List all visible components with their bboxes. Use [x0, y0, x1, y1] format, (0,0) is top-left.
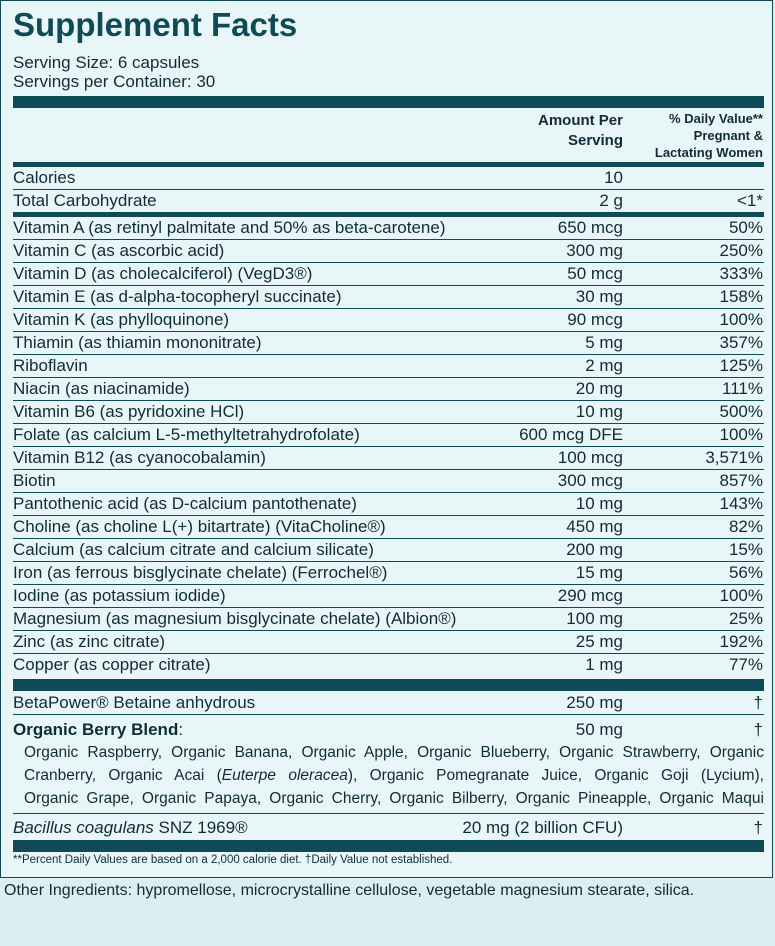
table-row [13, 332, 764, 355]
blend-latin-name: Euterpe oleracea [221, 767, 348, 784]
nutrient-name: Vitamin B6 (as pyridoxine HCl) [13, 402, 245, 421]
nutrient-name: Iron (as ferrous bisglycinate chelate) (Ferrochel®) [13, 563, 388, 582]
amount-per-serving-header [538, 111, 623, 151]
nutrient-amount: 50 mcg [567, 264, 623, 283]
nutrient-name: Vitamin C (as ascorbic acid) [13, 241, 225, 260]
nutrient-dv: 100% [719, 310, 763, 329]
serving-size: Serving Size: 6 capsules [13, 53, 200, 72]
bacillus-row [13, 817, 764, 840]
nutrient-name: Vitamin B12 (as cyanocobalamin) [13, 448, 266, 467]
berry-blend-row [13, 719, 764, 742]
nutrient-dv: 100% [719, 586, 763, 605]
nutrient-name: Copper (as copper citrate) [13, 655, 211, 674]
nutrient-dv: 143% [719, 494, 763, 513]
table-row [13, 493, 764, 516]
dv-header-line3: Lactating Women [654, 145, 763, 160]
nutrient-amount: 20 mg (2 billion CFU) [462, 818, 623, 837]
table-row [13, 585, 764, 608]
nutrient-amount: 300 mcg [557, 471, 623, 490]
nutrient-amount: 250 mg [566, 693, 623, 712]
nutrient-dv: 56% [728, 563, 763, 582]
nutrient-amount: 10 mg [575, 494, 623, 513]
table-row [13, 401, 764, 424]
table-row [13, 516, 764, 539]
thick-divider-top [13, 96, 764, 108]
nutrient-amount: 300 mg [566, 241, 623, 260]
nutrient-name: Vitamin D (as cholecalciferol) (VegD3®) [13, 264, 313, 283]
nutrient-dv: <1* [737, 191, 763, 210]
bacillus-latin-name: Bacillus coagulans [13, 818, 154, 837]
table-row [13, 286, 764, 309]
nutrient-name: Iodine (as potassium iodide) [13, 586, 226, 605]
nutrient-dv: 111% [722, 379, 763, 398]
nutrient-amount: 290 mcg [557, 586, 623, 605]
nutrient-amount: 15 mg [575, 563, 623, 582]
panel-title: Supplement Facts [13, 6, 298, 43]
table-row [13, 539, 764, 562]
table-row [13, 470, 764, 493]
blend-text: Cranberry, Organic Acai ( [24, 767, 222, 784]
table-row [13, 355, 764, 378]
nutrient-amount: 20 mg [575, 379, 623, 398]
berry-blend-line-2 [24, 765, 764, 787]
nutrient-name: Biotin [13, 471, 56, 490]
carbohydrate-row [13, 190, 764, 213]
betapower-row [13, 692, 764, 715]
berry-blend-colon: : [178, 720, 184, 739]
nutrient-name: Choline (as choline L(+) bitartrate) (VitaCholine®) [13, 517, 386, 536]
servings-per-container: Servings per Container: 30 [13, 72, 216, 91]
nutrient-name: Zinc (as zinc citrate) [13, 632, 166, 651]
nutrient-name: Niacin (as niacinamide) [13, 379, 190, 398]
daily-value-header [655, 110, 763, 161]
nutrient-dv: † [753, 720, 763, 739]
nutrient-name: Vitamin A (as retinyl palmitate and 50% as beta-carotene) [13, 218, 446, 237]
table-row [13, 309, 764, 332]
nutrient-name: Thiamin (as thiamin mononitrate) [13, 333, 262, 352]
nutrient-amount: 30 mg [575, 287, 623, 306]
nutrient-dv: 500% [719, 402, 763, 421]
nutrient-dv: 50% [728, 218, 763, 237]
nutrient-amount: 450 mg [566, 517, 623, 536]
nutrient-name: Folate (as calcium L-5-methyltetrahydrofolate) [13, 425, 360, 444]
nutrient-dv: 158% [719, 287, 763, 306]
nutrient-name: Vitamin K (as phylloquinone) [13, 310, 230, 329]
table-row [13, 631, 764, 654]
nutrient-amount: 1 mg [585, 655, 623, 674]
nutrient-name: Magnesium (as magnesium bisglycinate chelate) (Albion®) [13, 609, 457, 628]
nutrient-amount: 50 mg [575, 720, 623, 739]
nutrient-dv: 357% [719, 333, 763, 352]
table-row [13, 240, 764, 263]
nutrient-amount: 600 mcg DFE [519, 425, 623, 444]
thick-divider-bottom [13, 840, 764, 852]
nutrient-dv: 250% [719, 241, 763, 260]
nutrient-dv: 333% [719, 264, 763, 283]
nutrient-dv: 125% [719, 356, 763, 375]
nutrient-amount: 2 g [599, 191, 623, 210]
berry-blend-title: Organic Berry Blend [13, 720, 179, 739]
nutrient-name: Vitamin E (as d-alpha-tocopheryl succinate) [13, 287, 342, 306]
nutrient-dv: 192% [719, 632, 763, 651]
nutrient-dv: 15% [728, 540, 763, 559]
nutrient-dv: 3,571% [705, 448, 763, 467]
table-row [13, 424, 764, 447]
nutrient-name [13, 817, 248, 839]
nutrient-amount: 10 [604, 168, 623, 187]
nutrient-dv: 857% [719, 471, 763, 490]
nutrient-name: Calories [13, 168, 76, 187]
thick-divider-middle [13, 679, 764, 691]
nutrient-dv: † [753, 693, 763, 712]
nutrient-amount: 100 mcg [557, 448, 623, 467]
bacillus-strain: SNZ 1969® [153, 818, 248, 837]
dv-header-line2: Pregnant & [693, 128, 763, 143]
table-row [13, 447, 764, 470]
table-row [13, 217, 764, 240]
berry-blend-line-3: Organic Grape, Organic Papaya, Organic Cherry, Organic Bilberry, Organic Pineapple, Organic Maqui [24, 790, 764, 807]
berry-blend-line-1: Organic Raspberry, Organic Banana, Organic Apple, Organic Blueberry, Organic Strawberry, Organic [24, 744, 764, 761]
nutrient-amount: 90 mcg [567, 310, 623, 329]
nutrient-name: BetaPower® Betaine anhydrous [13, 693, 256, 712]
nutrient-name: Riboflavin [13, 356, 88, 375]
nutrient-amount: 25 mg [575, 632, 623, 651]
table-row [13, 608, 764, 631]
amount-header-line2: Serving [567, 132, 623, 149]
table-row [13, 562, 764, 585]
nutrient-amount: 650 mcg [557, 218, 623, 237]
nutrient-dv: 77% [728, 655, 763, 674]
nutrient-amount: 200 mg [566, 540, 623, 559]
nutrient-name: Pantothenic acid (as D-calcium pantothenate) [13, 494, 357, 513]
nutrient-amount: 5 mg [585, 333, 623, 352]
table-row [13, 654, 764, 677]
table-row [13, 378, 764, 401]
nutrient-name: Total Carbohydrate [13, 191, 157, 210]
table-row [13, 263, 764, 286]
nutrient-name: Calcium (as calcium citrate and calcium silicate) [13, 540, 374, 559]
nutrient-dv: 25% [728, 609, 763, 628]
footnote: **Percent Daily Values are based on a 2,000 calorie diet. †Daily Value not established. [13, 854, 453, 866]
nutrient-dv: † [753, 818, 763, 837]
nutrient-amount: 10 mg [575, 402, 623, 421]
nutrient-amount: 100 mg [566, 609, 623, 628]
nutrient-dv: 82% [728, 517, 763, 536]
berry-blend-name [13, 719, 183, 741]
calories-row [13, 167, 764, 190]
nutrient-dv: 100% [719, 425, 763, 444]
amount-header-line1: Amount Per [537, 112, 623, 129]
other-ingredients: Other Ingredients: hypromellose, microcrystalline cellulose, vegetable magnesium stearate, silica. [4, 882, 695, 899]
thin-divider [13, 813, 764, 814]
nutrient-amount: 2 mg [585, 356, 623, 375]
dv-header-line1: % Daily Value** [669, 111, 763, 126]
blend-text: ), Organic Pomegranate Juice, Organic Goji (Lycium), [347, 767, 764, 784]
